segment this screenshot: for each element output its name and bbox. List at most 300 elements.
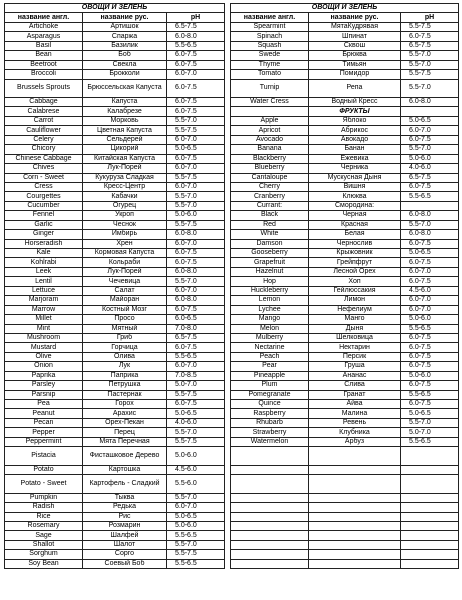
table-row: [5, 60, 459, 69]
plant-name-en: Rhubarb: [231, 418, 309, 427]
table-row: [5, 333, 459, 342]
ph-value: 6.0-8.0: [401, 211, 459, 220]
ph-value: 5.5-7.5: [167, 126, 225, 135]
plant-name-ru: Паприка: [83, 371, 167, 380]
ph-value: 6.0-6.5: [167, 315, 225, 324]
plant-name-ru: Лесной Орех: [309, 267, 401, 276]
plant-name-ru: Розмарин: [83, 521, 167, 530]
table-cell: [231, 521, 309, 530]
ph-value: 6.0-7.5: [401, 333, 459, 342]
table-row: [5, 493, 459, 502]
plant-name-ru: Кресс-Центр: [83, 182, 167, 191]
plant-name-en: Lettuce: [5, 286, 83, 295]
plant-name-en: Turnip: [231, 79, 309, 98]
plant-name-en: Watermelon: [231, 437, 309, 446]
ph-value: 6.0-7.5: [167, 258, 225, 267]
plant-name-en: Corn - Sweet: [5, 173, 83, 182]
ph-value: 5.5-7.0: [167, 277, 225, 286]
plant-name-en: Kohlrabi: [5, 258, 83, 267]
plant-name-en: Pear: [231, 362, 309, 371]
plant-name-en: Mulberry: [231, 333, 309, 342]
table-row: [5, 22, 459, 31]
plant-name-en: Parsley: [5, 381, 83, 390]
table-row: [5, 324, 459, 333]
table-row: [5, 249, 459, 258]
ph-value: 4.0-6.0: [401, 164, 459, 173]
plant-name-en: Chinese Cabbage: [5, 154, 83, 163]
table-cell: [309, 503, 401, 512]
plant-name-ru: Персик: [309, 352, 401, 361]
header-row: [5, 13, 459, 22]
plant-name-en: Marjoram: [5, 296, 83, 305]
ph-value: 5.5-7.0: [401, 145, 459, 154]
table-row: [5, 98, 459, 107]
plant-name-ru: Помидор: [309, 70, 401, 79]
plant-name-en: Ginger: [5, 230, 83, 239]
plant-name-en: Mushroom: [5, 333, 83, 342]
ph-value: 5.0-6.0: [401, 315, 459, 324]
section-title-row: [5, 4, 459, 13]
ph-value: 6.0-7.0: [167, 286, 225, 295]
plant-name-en: Parsnip: [5, 390, 83, 399]
plant-name-en: Soy Bean: [5, 559, 83, 568]
plant-name-en: Leek: [5, 267, 83, 276]
table-row: [5, 531, 459, 540]
plant-name-ru: Лук-Порей: [83, 267, 167, 276]
plant-name-ru: Калабрезе: [83, 107, 167, 116]
ph-value: 6.0-7.5: [401, 277, 459, 286]
ph-value: 4.0-6.0: [167, 418, 225, 427]
plant-name-en: Potato: [5, 465, 83, 474]
plant-name-ru: Груша: [309, 362, 401, 371]
ph-value: 5.5-6.5: [167, 559, 225, 568]
plant-name-en: Brussels Sprouts: [5, 79, 83, 98]
plant-name-en: Lemon: [231, 296, 309, 305]
table-row: [5, 503, 459, 512]
table-cell: [401, 107, 459, 116]
plant-name-ru: Черника: [309, 164, 401, 173]
plant-name-ru: Крыжовник: [309, 249, 401, 258]
plant-name-ru: Олива: [83, 352, 167, 361]
table-row: [5, 343, 459, 352]
plant-name-en: Cantaloupe: [231, 173, 309, 182]
ph-value: 5.5-7.5: [167, 437, 225, 446]
table-row: [5, 173, 459, 182]
table-row: [5, 277, 459, 286]
table-cell: [401, 531, 459, 540]
table-row: [5, 418, 459, 427]
ph-value: 5.5-7.0: [167, 116, 225, 125]
ph-value: 6.0-7.5: [167, 79, 225, 98]
plant-name-en: Huckleberry: [231, 286, 309, 295]
table-row: [5, 362, 459, 371]
plant-name-en: Shallot: [5, 540, 83, 549]
ph-table-body: [5, 4, 459, 569]
ph-value: 5.5-7.5: [401, 22, 459, 31]
ph-value: 6.5-7.5: [167, 333, 225, 342]
plant-name-ru: Майоран: [83, 296, 167, 305]
plant-name-ru: Огурец: [83, 201, 167, 210]
table-row: [5, 447, 459, 466]
plant-name-en: Paprika: [5, 371, 83, 380]
ph-value: 6.0-7.5: [167, 98, 225, 107]
plant-name-en: Grapefruit: [231, 258, 309, 267]
plant-name-ru: Клюква: [309, 192, 401, 201]
ph-value: 6.0-7.0: [167, 70, 225, 79]
table-row: [5, 428, 459, 437]
ph-value: 7.0-8.0: [167, 324, 225, 333]
ph-value: 6.0-7.0: [167, 362, 225, 371]
plant-name-ru: Перец: [83, 428, 167, 437]
plant-name-ru: Соевый Боб: [83, 559, 167, 568]
plant-name-en: Raspberry: [231, 409, 309, 418]
plant-name-en: Calabrese: [5, 107, 83, 116]
table-row: [5, 267, 459, 276]
ph-value: 5.0-6.5: [167, 145, 225, 154]
table-row: [5, 126, 459, 135]
plant-name-ru: Малина: [309, 409, 401, 418]
ph-value: 5.5-7.5: [167, 173, 225, 182]
plant-name-ru: Тимьян: [309, 60, 401, 69]
ph-value: 4.5-6.0: [167, 465, 225, 474]
plant-name-en: Basil: [5, 41, 83, 50]
ph-value: 6.0-7.0: [167, 239, 225, 248]
plant-name-en: Gooseberry: [231, 249, 309, 258]
column-header-ph: pH: [167, 13, 225, 22]
plant-name-en: Pecan: [5, 418, 83, 427]
plant-name-ru: Гриб: [83, 333, 167, 342]
plant-name-en: Broccoli: [5, 70, 83, 79]
plant-name-en: Radish: [5, 503, 83, 512]
ph-value: 6.0-7.5: [401, 362, 459, 371]
plant-name-en: Carrot: [5, 116, 83, 125]
table-row: [5, 182, 459, 191]
table-row: [5, 192, 459, 201]
plant-name-en: Potato - Sweet: [5, 475, 83, 494]
plant-name-en: Cucumber: [5, 201, 83, 210]
ph-value: 5.0-7.0: [167, 381, 225, 390]
table-row: [5, 286, 459, 295]
plant-name-ru: Костный Мозг: [83, 305, 167, 314]
plant-name-en: Avocado: [231, 135, 309, 144]
table-cell: [309, 550, 401, 559]
plant-name-ru: Цикорий: [83, 145, 167, 154]
plant-name-ru: Картофель - Сладкий: [83, 475, 167, 494]
plant-name-en: Pepper: [5, 428, 83, 437]
plant-name-en: White: [231, 230, 309, 239]
table-cell: [231, 531, 309, 540]
ph-value: 6.0-7.0: [401, 267, 459, 276]
ph-value: 5.0-7.0: [401, 428, 459, 437]
ph-value: 5.5-7.0: [167, 493, 225, 502]
table-row: [5, 107, 459, 116]
table-row: [5, 79, 459, 98]
table-cell: [401, 493, 459, 502]
ph-value: 5.0-6.5: [167, 512, 225, 521]
column-header-en: название англ.: [231, 13, 309, 22]
table-row: [5, 465, 459, 474]
plant-name-en: Cranberry: [231, 192, 309, 201]
table-cell: [231, 493, 309, 502]
table-cell: [309, 540, 401, 549]
plant-name-en: Olive: [5, 352, 83, 361]
plant-name-ru: Хрен: [83, 239, 167, 248]
ph-value: 6.5-7.5: [401, 173, 459, 182]
ph-value: 6.0-7.0: [167, 503, 225, 512]
plant-name-en: Banana: [231, 145, 309, 154]
plant-name-ru: Картошка: [83, 465, 167, 474]
table-cell: [231, 107, 309, 116]
plant-name-ru: Капуста: [83, 98, 167, 107]
plant-name-en: Apple: [231, 116, 309, 125]
ph-value: 6.0-7.5: [401, 32, 459, 41]
plant-name-ru: Вишня: [309, 182, 401, 191]
plant-name-en: Apricot: [231, 126, 309, 135]
table-row: [5, 390, 459, 399]
plant-name-en: Swede: [231, 51, 309, 60]
plant-name-ru: Салат: [83, 286, 167, 295]
table-row: [5, 220, 459, 229]
table-cell: [401, 540, 459, 549]
plant-name-en: Fennel: [5, 211, 83, 220]
plant-name-ru: Яблоко: [309, 116, 401, 125]
plant-name-ru: Чернослив: [309, 239, 401, 248]
plant-name-en: Pea: [5, 400, 83, 409]
plant-name-en: Horseradish: [5, 239, 83, 248]
table-row: [5, 145, 459, 154]
plant-name-en: Kale: [5, 249, 83, 258]
table-cell: [401, 447, 459, 466]
table-cell: [231, 550, 309, 559]
plant-name-en: Cabbage: [5, 98, 83, 107]
plant-name-ru: Свекла: [83, 60, 167, 69]
ph-value: 6.0-8.0: [167, 296, 225, 305]
table-cell: [401, 521, 459, 530]
plant-name-ru: Шалфей: [83, 531, 167, 540]
table-cell: [231, 475, 309, 494]
plant-name-en: Spinach: [231, 32, 309, 41]
table-row: [5, 296, 459, 305]
plant-name-ru: Фисташковое Дерево: [83, 447, 167, 466]
ph-value: 6.0-7.5: [401, 239, 459, 248]
ph-value: 5.0-6.5: [401, 249, 459, 258]
ph-value: 5.5-7.0: [401, 79, 459, 98]
plant-name-ru: Арбуз: [309, 437, 401, 446]
ph-value: 6.5-7.5: [167, 22, 225, 31]
plant-name-ru: Шелковица: [309, 333, 401, 342]
plant-name-en: Spearmint: [231, 22, 309, 31]
table-row: [5, 154, 459, 163]
ph-value: 6.5-7.5: [401, 41, 459, 50]
plant-name-en: Sorghum: [5, 550, 83, 559]
table-cell: [401, 201, 459, 210]
table-row: [5, 211, 459, 220]
plant-name-ru: Укроп: [83, 211, 167, 220]
ph-value: 5.5-6.5: [167, 41, 225, 50]
plant-name-en: Rosemary: [5, 521, 83, 530]
plant-name-ru: Гранат: [309, 390, 401, 399]
ph-value: 6.0-7.5: [167, 154, 225, 163]
ph-value: 5.5-7.0: [401, 51, 459, 60]
plant-name-en: Thyme: [231, 60, 309, 69]
plant-name-ru: Красная: [309, 220, 401, 229]
ph-value: 6.0-7.0: [401, 305, 459, 314]
section-title-left: ОВОЩИ И ЗЕЛЕНЬ: [5, 4, 225, 13]
table-cell: [231, 503, 309, 512]
plant-name-en: Cauliflower: [5, 126, 83, 135]
table-cell: [231, 465, 309, 474]
plant-name-ru: Сорго: [83, 550, 167, 559]
table-row: [5, 400, 459, 409]
plant-name-en: Lychee: [231, 305, 309, 314]
ph-value: 5.5-6.5: [167, 531, 225, 540]
ph-value: 4.5-6.0: [401, 286, 459, 295]
plant-name-en: Beetroot: [5, 60, 83, 69]
plant-name-ru: Мята Перечная: [83, 437, 167, 446]
ph-value: 6.0-7.5: [167, 51, 225, 60]
plant-name-ru: Белая: [309, 230, 401, 239]
plant-name-en: Peach: [231, 352, 309, 361]
ph-value: 6 0-7.0: [167, 135, 225, 144]
plant-name-en: Lentil: [5, 277, 83, 286]
ph-value: 5.5-7.0: [401, 220, 459, 229]
ph-value: 6.0-7.5: [401, 135, 459, 144]
plant-name-ru: Ежевика: [309, 154, 401, 163]
table-row: [5, 409, 459, 418]
section-title-right: ОВОЩИ И ЗЕЛЕНЬ: [231, 4, 459, 13]
table-row: [5, 258, 459, 267]
plant-name-ru: Дыня: [309, 324, 401, 333]
ph-value: 5.5-7.5: [167, 390, 225, 399]
table-cell: [309, 465, 401, 474]
plant-name-en: Pineapple: [231, 371, 309, 380]
ph-value: 5.5-7.5: [401, 70, 459, 79]
table-row: [5, 437, 459, 446]
table-cell: [401, 550, 459, 559]
table-cell: [309, 493, 401, 502]
ph-value: 5.0-6.0: [167, 521, 225, 530]
plant-name-en: Courgettes: [5, 192, 83, 201]
plant-name-en: Quince: [231, 400, 309, 409]
plant-name-ru: Кабачки: [83, 192, 167, 201]
plant-name-en: Bean: [5, 51, 83, 60]
table-cell: [309, 521, 401, 530]
plant-name-ru: Просо: [83, 315, 167, 324]
plant-name-ru: Черная: [309, 211, 401, 220]
plant-name-en: Rice: [5, 512, 83, 521]
plant-name-en: Tomato: [231, 70, 309, 79]
plant-name-ru: МятаКудрявая: [309, 22, 401, 31]
plant-name-ru: Лимон: [309, 296, 401, 305]
table-row: [5, 540, 459, 549]
plant-name-ru: Кормовая Капуста: [83, 249, 167, 258]
ph-value: 5.0-6.0: [167, 447, 225, 466]
ph-value: 6.0-7.5: [401, 400, 459, 409]
plant-name-en: Chicory: [5, 145, 83, 154]
table-row: [5, 381, 459, 390]
plant-name-ru: Брюква: [309, 51, 401, 60]
plant-name-ru: Горох: [83, 400, 167, 409]
plant-name-ru: Водный Кресс: [309, 98, 401, 107]
plant-name-ru: Ревень: [309, 418, 401, 427]
plant-name-ru: Сквош: [309, 41, 401, 50]
table-row: [5, 352, 459, 361]
table-row: [5, 41, 459, 50]
table-cell: [401, 465, 459, 474]
ph-value: 7.0-8.5: [167, 371, 225, 380]
plant-name-en: Hop: [231, 277, 309, 286]
plant-name-en: Pistacia: [5, 447, 83, 466]
plant-name-en: Blackberry: [231, 154, 309, 163]
table-cell: [401, 475, 459, 494]
plant-name-ru: Ананас: [309, 371, 401, 380]
plant-name-ru: Боб: [83, 51, 167, 60]
ph-value: 5.5-7.0: [167, 428, 225, 437]
plant-name-ru: Петрушка: [83, 381, 167, 390]
table-row: [5, 315, 459, 324]
plant-name-ru: Арахис: [83, 409, 167, 418]
plant-name-en: Black: [231, 211, 309, 220]
plant-name-ru: Рис: [83, 512, 167, 521]
plant-name-ru: Пастернак: [83, 390, 167, 399]
plant-name-en: Water Cress: [231, 98, 309, 107]
plant-name-ru: Слива: [309, 381, 401, 390]
plant-name-ru: Тыква: [83, 493, 167, 502]
ph-value: 5.0-6.5: [167, 409, 225, 418]
ph-value: 5.5-7.0: [167, 192, 225, 201]
table-row: [5, 521, 459, 530]
plant-name-ru: Шпинат: [309, 32, 401, 41]
plant-name-en: Celery: [5, 135, 83, 144]
plant-name-ru: Гейлюссакия: [309, 286, 401, 295]
plant-name-en: Red: [231, 220, 309, 229]
plant-name-en: Peanut: [5, 409, 83, 418]
ph-value: 6.0-7.5: [167, 343, 225, 352]
plant-name-ru: Китайская Капуста: [83, 154, 167, 163]
plant-name-ru: Брокколи: [83, 70, 167, 79]
table-row: [5, 512, 459, 521]
plant-name-en: Artichoke: [5, 22, 83, 31]
ph-value: 6.0-7.5: [401, 343, 459, 352]
ph-value: 5.0-6.5: [401, 116, 459, 125]
ph-value: 5.5-6.0: [167, 475, 225, 494]
ph-table-container: [4, 3, 458, 569]
plant-name-en: Pomegranate: [231, 390, 309, 399]
column-header-en: название англ.: [5, 13, 83, 22]
ph-value: 5.5-7.0: [401, 418, 459, 427]
table-cell: [401, 503, 459, 512]
ph-value: 6.0-7.5: [167, 400, 225, 409]
table-row: [5, 70, 459, 79]
plant-name-ru: Цветная Капуста: [83, 126, 167, 135]
ph-value: 5.0-6.0: [401, 371, 459, 380]
ph-value: 6.0-8.0: [167, 32, 225, 41]
table-row: [5, 475, 459, 494]
table-row: [5, 164, 459, 173]
ph-value: 6.0-8.0: [167, 267, 225, 276]
ph-value: 5.5-6.5: [401, 437, 459, 446]
table-row: [5, 371, 459, 380]
plant-name-ru: Банан: [309, 145, 401, 154]
plant-name-ru: Кольраби: [83, 258, 167, 267]
plant-name-ru: Репа: [309, 79, 401, 98]
plant-name-en: Hazelnut: [231, 267, 309, 276]
table-row: [5, 116, 459, 125]
ph-value: 6.0-7.5: [167, 60, 225, 69]
plant-name-en: Marrow: [5, 305, 83, 314]
plant-name-ru: Чеснок: [83, 220, 167, 229]
plant-name-en: Garlic: [5, 220, 83, 229]
